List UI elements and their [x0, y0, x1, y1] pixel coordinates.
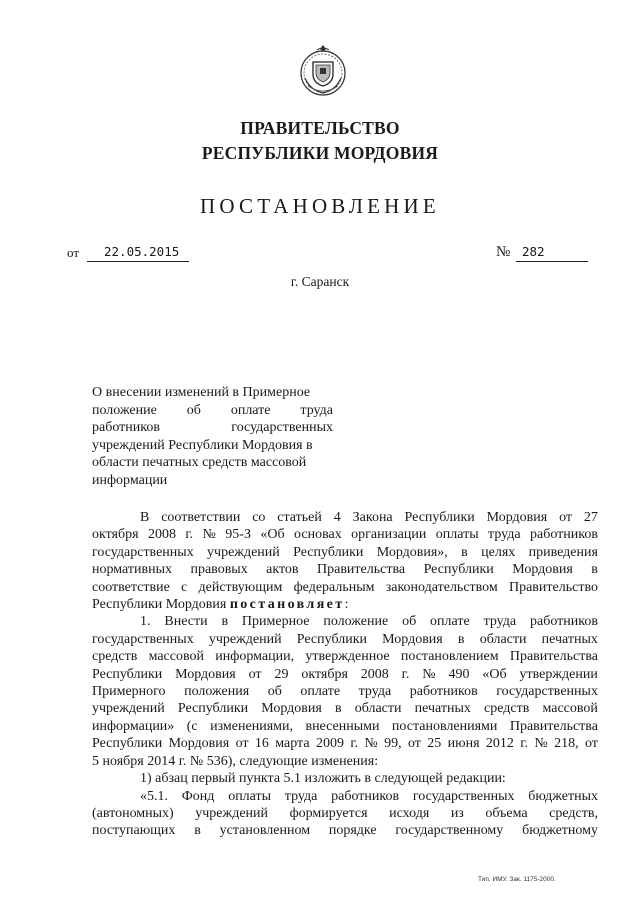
body-word: 25: [427, 736, 442, 752]
body-word: 29: [274, 666, 289, 682]
subject-line: [92, 419, 333, 437]
body-word: информации,: [215, 649, 295, 665]
body-line: [92, 509, 598, 526]
body-word: в: [461, 544, 468, 560]
body-word: работников: [409, 684, 478, 700]
body-word: Примерного: [92, 684, 166, 700]
body-word: оплаты: [228, 788, 272, 804]
body-text: :: [344, 597, 349, 613]
body-word: массовой: [542, 701, 598, 717]
subject-word: государственных: [231, 420, 333, 435]
body-word: в: [194, 823, 201, 839]
body-line: [92, 544, 598, 561]
body-word: №: [422, 666, 436, 682]
body-word: 1.: [140, 614, 151, 630]
body-word: марта: [275, 736, 310, 752]
body-word: г.: [185, 527, 194, 543]
body-word: труда: [483, 614, 517, 630]
body-word: июня: [447, 736, 480, 752]
body-word: бюджетных: [528, 788, 598, 804]
body-line: [92, 788, 598, 805]
body-word: из: [450, 805, 464, 821]
body-word: работников: [530, 614, 598, 630]
subject-word: работников: [92, 420, 160, 435]
body-word: Закона: [352, 510, 393, 525]
body-word: Республики: [423, 562, 494, 578]
body-word: области: [479, 631, 527, 647]
government-name-line1: ПРАВИТЕЛЬСТВО: [240, 118, 400, 138]
subject-line: области печатных средств массовой: [92, 455, 307, 470]
body-word: Республики: [296, 631, 367, 647]
body-word: средств: [92, 649, 138, 665]
body-word: труда: [488, 527, 521, 543]
body-word: учреждений: [92, 701, 165, 717]
body-word: 4: [333, 510, 341, 525]
body-word: труда: [358, 684, 392, 700]
body-word: 2009: [315, 736, 344, 752]
body-word: октября: [92, 527, 139, 543]
subject-word: оплате: [230, 402, 271, 418]
body-word: в: [334, 701, 342, 717]
body-word: г.: [350, 736, 358, 752]
body-word: соответствии: [161, 510, 241, 525]
body-word: Республики: [404, 510, 475, 525]
subject-word: труда: [300, 402, 333, 418]
body-word: Мордовия: [168, 736, 230, 752]
body-word: государственных: [496, 684, 598, 700]
body-word: приведения: [528, 544, 598, 560]
body-word: в: [221, 614, 229, 630]
body-word: постановлением: [400, 649, 499, 665]
document-subject: [92, 384, 333, 489]
body-word: средств,: [549, 805, 598, 821]
body-word: со: [252, 510, 266, 525]
city: г. Саранск: [290, 274, 350, 289]
paragraph-item-1: [92, 613, 598, 752]
body-word: №: [364, 736, 378, 752]
body-word: 2008: [147, 527, 176, 543]
body-word: Примерное: [241, 614, 310, 630]
document-date: 22.05.2015: [104, 244, 180, 259]
subject-word: положение: [92, 402, 157, 418]
body-word: 490: [448, 666, 470, 682]
body-word: Фонд: [181, 788, 215, 804]
body-word: «Об: [260, 527, 285, 543]
body-word: №: [202, 527, 216, 543]
body-word: основах: [294, 527, 342, 543]
body-word: (с: [186, 718, 198, 734]
body-word: объема: [485, 805, 528, 821]
body-word: установленном: [219, 823, 311, 839]
body-word: учреждений: [208, 631, 282, 647]
body-word: 27: [583, 510, 598, 525]
body-line: 1) абзац первый пункта 5.1 изложить в следующей редакции:: [140, 771, 506, 787]
body-word: области: [354, 701, 402, 717]
body-line: [92, 648, 598, 665]
paragraph-item-5-1: [92, 788, 598, 840]
subject-line: информации: [92, 472, 168, 488]
body-word: 99,: [384, 736, 402, 752]
body-word: актов: [266, 562, 299, 578]
body-word: 2012: [485, 736, 514, 752]
body-word: утверждении: [519, 666, 598, 682]
body-word: об: [267, 684, 282, 700]
body-word: в: [457, 631, 465, 647]
body-word: оплате: [300, 684, 341, 700]
body-word: Мордовия: [175, 666, 236, 682]
body-word: массовой: [148, 649, 204, 665]
body-word: Республики: [293, 544, 364, 560]
body-word: от: [248, 666, 262, 682]
body-word: статьей: [277, 510, 322, 525]
body-word: Республики: [177, 701, 249, 717]
body-word: действующим: [198, 579, 283, 595]
body-word: нормативных: [92, 562, 173, 578]
body-word: федеральным: [293, 579, 375, 595]
body-word: поступающих: [92, 823, 176, 839]
body-word: Республики: [92, 736, 163, 752]
date-prefix: от: [67, 245, 80, 260]
body-word: утвержденное: [305, 649, 390, 665]
body-line: [92, 526, 598, 543]
body-word: средств: [484, 701, 530, 717]
number-prefix: №: [496, 244, 511, 260]
body-line: [92, 631, 598, 648]
body-word: государственных: [92, 544, 194, 560]
body-word: Мордовия: [382, 631, 443, 647]
body-word: Правительства: [509, 718, 598, 734]
print-mark: Тип. ИМУ. Зак. 1175-2000.: [478, 876, 556, 883]
body-word: Мордовия»,: [376, 544, 448, 560]
body-line: [92, 700, 598, 717]
subject-line: О внесении изменений в Примерное: [92, 385, 311, 400]
body-word: внесенными: [305, 718, 380, 734]
body-word: правовых: [190, 562, 248, 578]
body-word: Правительства: [509, 649, 598, 665]
body-word: Мордовия: [261, 701, 322, 717]
body-word: октября: [301, 666, 348, 682]
body-word: оплате: [430, 614, 470, 630]
body-word: исходя: [389, 805, 430, 821]
document-number: 282: [522, 244, 545, 259]
subject-line: учреждений Республики Мордовия в: [92, 437, 313, 453]
body-line: [92, 822, 598, 839]
body-word: информации»: [92, 718, 175, 734]
body-word: учреждений: [195, 805, 269, 821]
paragraph-preamble: [92, 509, 598, 596]
body-word: государственных: [412, 788, 515, 804]
body-word: Мордовия: [486, 510, 548, 525]
number-underline: [516, 261, 588, 262]
body-word: изменениями,: [210, 718, 293, 734]
body-line: [92, 683, 598, 700]
body-word: соответствие: [92, 579, 170, 595]
body-word: Правительства: [317, 562, 406, 578]
body-word: работников: [530, 527, 598, 543]
body-word: г.: [401, 666, 410, 682]
body-word: от: [407, 736, 421, 752]
body-word: организации: [351, 527, 427, 543]
body-word: постановлениями: [391, 718, 498, 734]
body-line: [92, 735, 598, 752]
body-word: №: [534, 736, 548, 752]
body-word: труда: [284, 788, 318, 804]
body-word: 2008: [360, 666, 389, 682]
body-line: [92, 666, 598, 683]
body-word: с: [181, 579, 188, 595]
document-body: [92, 509, 598, 840]
body-word: положения: [184, 684, 250, 700]
body-word: (автономных): [92, 805, 174, 821]
body-line: [92, 561, 598, 578]
body-word: об: [402, 614, 417, 630]
body-word: Мордовия: [512, 562, 573, 578]
subject-word: об: [186, 402, 201, 418]
body-word: печатных: [541, 631, 598, 647]
body-line: [92, 805, 598, 822]
body-word: положение: [323, 614, 389, 630]
body-line: [92, 579, 598, 596]
body-line: [92, 718, 598, 735]
body-word: В: [140, 510, 150, 525]
resolve-word: постановляет: [229, 597, 345, 613]
body-line: 5 ноября 2014 г. № 536), следующие изменения:: [92, 753, 379, 769]
body-word: законодательством: [385, 579, 498, 595]
body-line: [92, 596, 598, 613]
body-word: от: [559, 510, 573, 525]
government-name-line2: РЕСПУБЛИКИ МОРДОВИЯ: [201, 143, 439, 163]
body-word: Республики: [92, 666, 163, 682]
body-word: г.: [520, 736, 528, 752]
body-word: формируется: [289, 805, 368, 821]
body-word: государственных: [92, 631, 194, 647]
body-word: от: [235, 736, 249, 752]
body-word: печатных: [414, 701, 471, 717]
body-word: Правительство: [508, 579, 598, 595]
body-text: Республики Мордовия: [92, 597, 230, 613]
coat-of-arms-icon: [296, 42, 350, 100]
subject-line: [92, 402, 333, 420]
body-word: бюджетному: [522, 823, 598, 839]
body-word: государственному: [395, 823, 504, 839]
body-word: оплаты: [435, 527, 479, 543]
body-line: [92, 613, 598, 630]
body-word: порядке: [328, 823, 377, 839]
document-type-title: ПОСТАНОВЛЕНИЕ: [200, 194, 440, 218]
body-word: 16: [254, 736, 269, 752]
body-word: от: [584, 736, 598, 752]
body-word: Внести: [164, 614, 208, 630]
body-word: целях: [481, 544, 516, 560]
body-word: в: [591, 562, 598, 578]
body-word: работников: [331, 788, 400, 804]
body-word: учреждений: [207, 544, 280, 560]
date-underline: [87, 261, 189, 262]
body-word: «5.1.: [140, 788, 168, 804]
body-word: 218,: [554, 736, 579, 752]
body-word: 95-З: [225, 527, 251, 543]
body-word: «Об: [482, 666, 507, 682]
